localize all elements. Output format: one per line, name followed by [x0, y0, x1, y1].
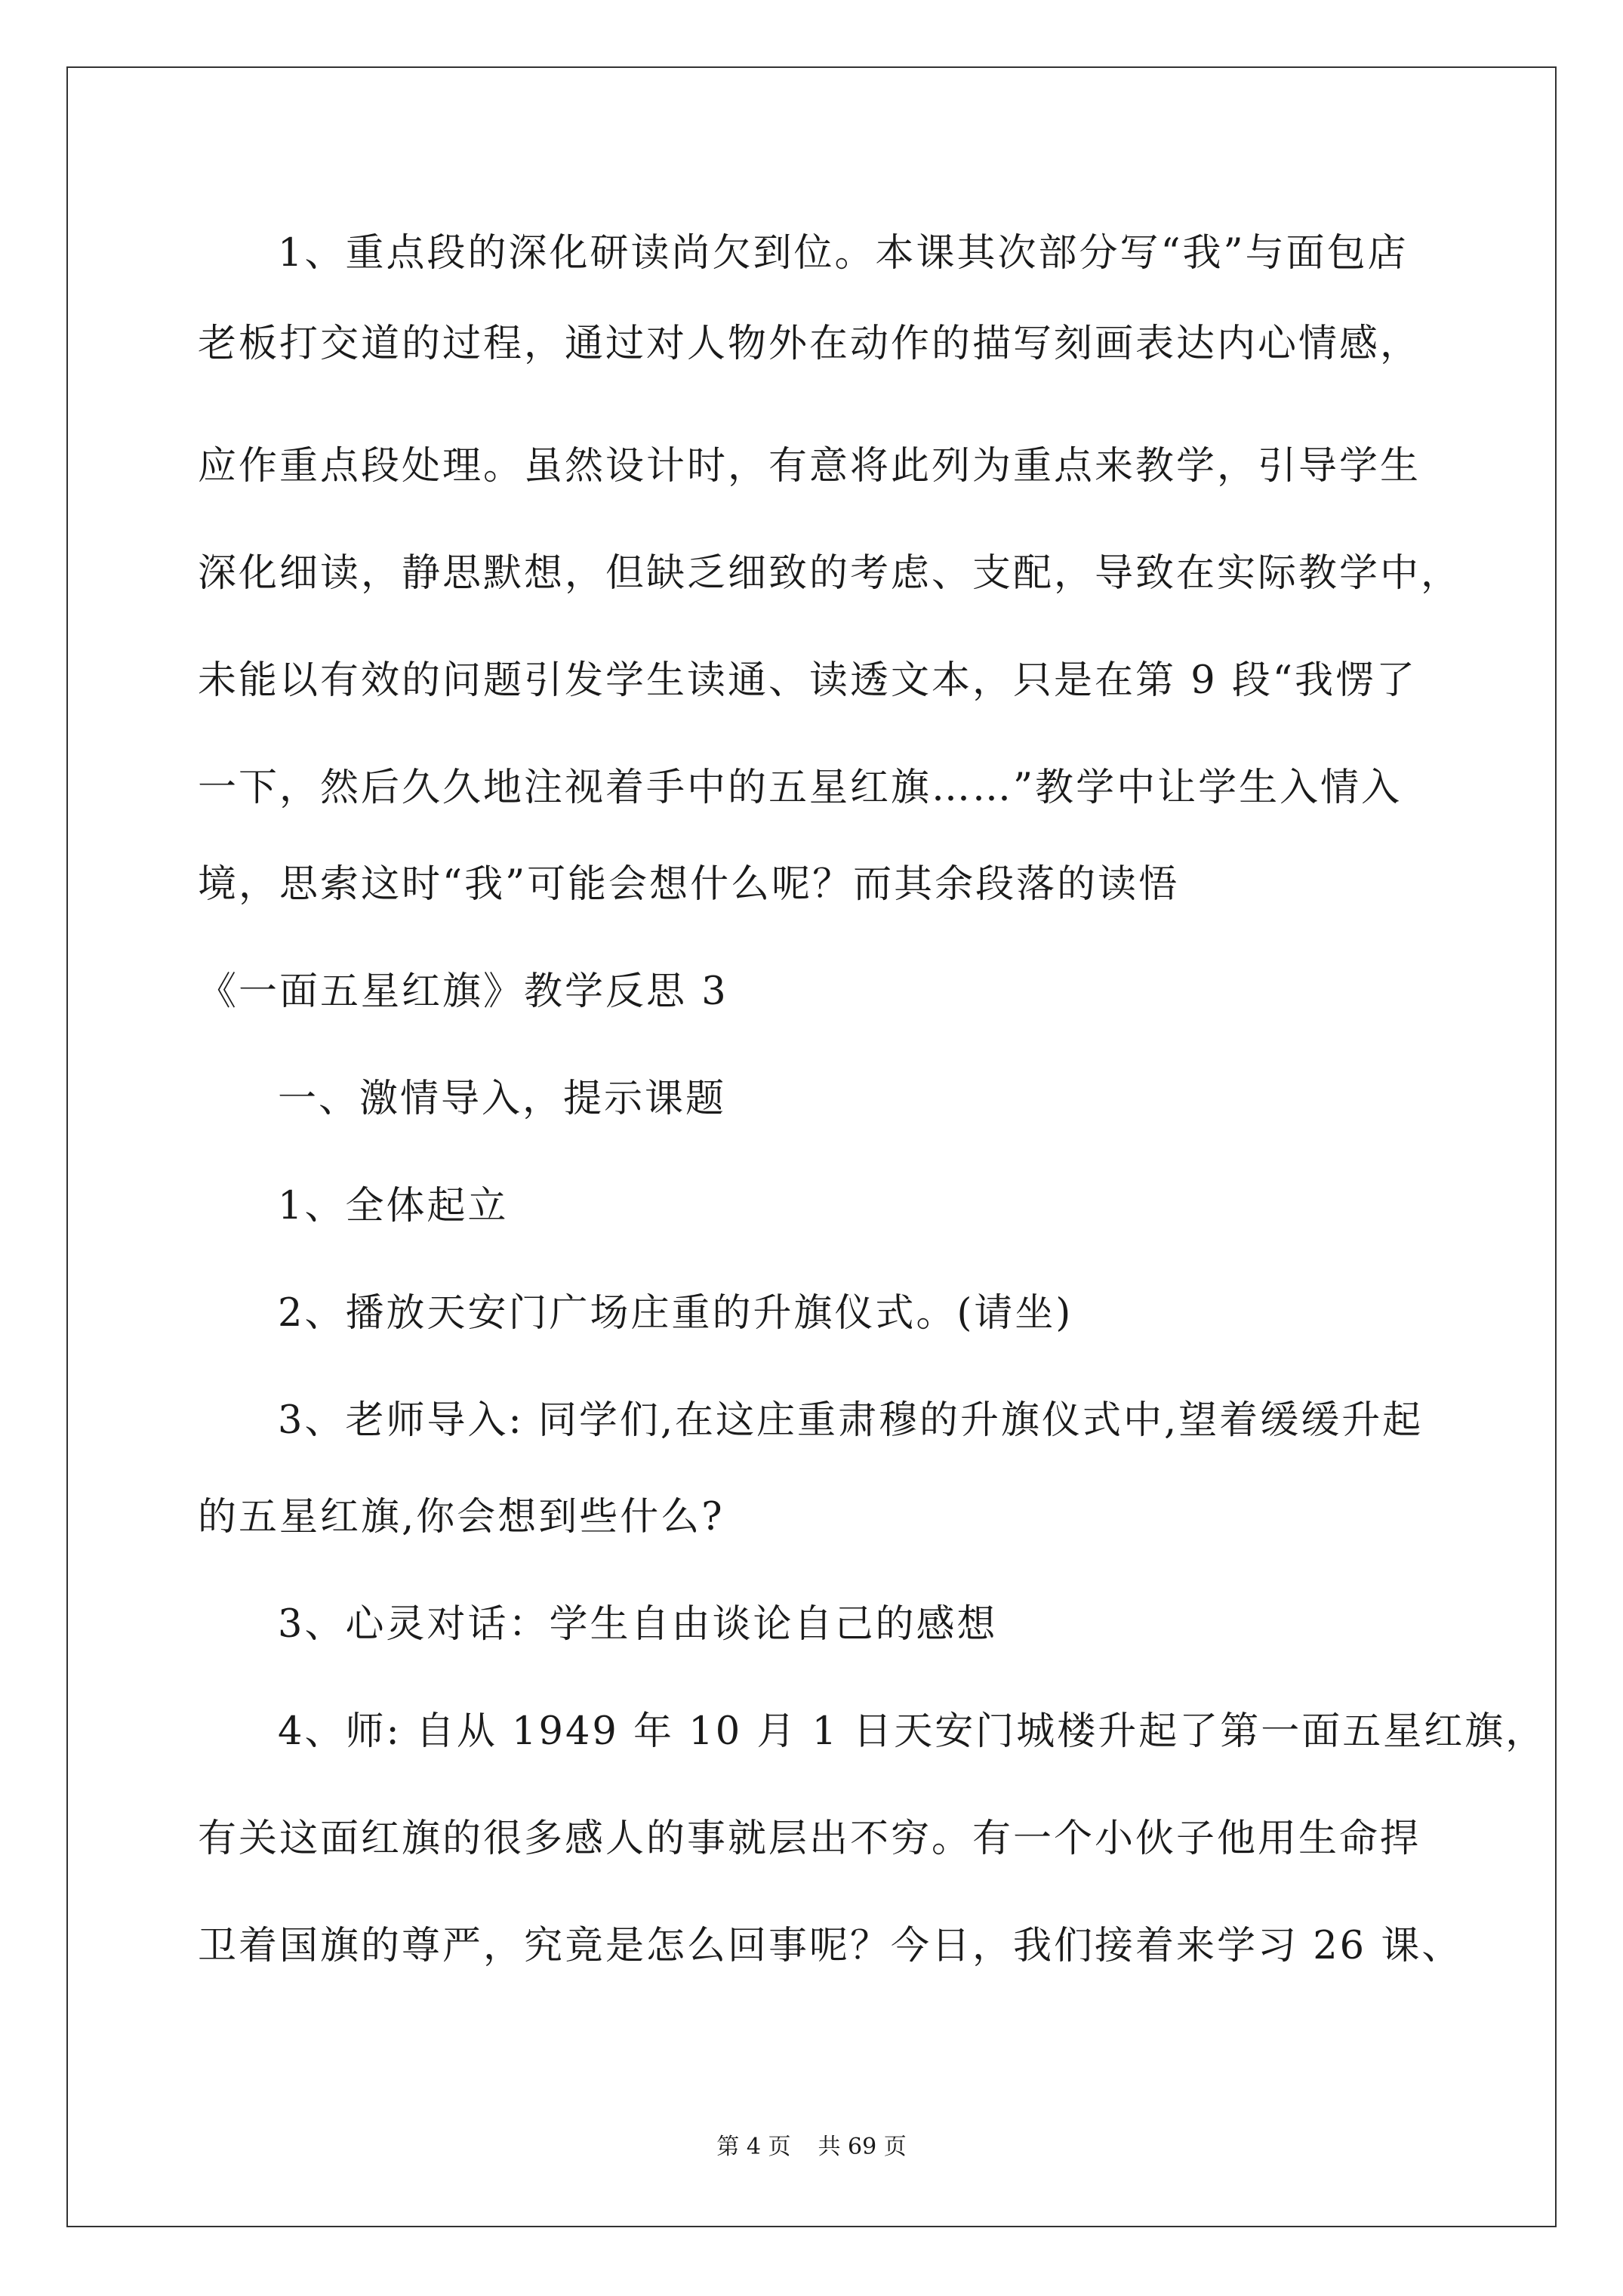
text-line: 4、师: 自从 1949 年 10 月 1 日天安门城楼升起了第一面五星红旗，	[278, 1709, 1547, 1754]
text-line: 一、激情导入，提示课题	[278, 1077, 727, 1121]
text-line: 1、重点段的深化研读尚欠到位。本课其次部分写“我”与面包店	[278, 231, 1409, 276]
text-line: 卫着国旗的尊严，究竟是怎么回事呢？今日，我们接着来学习 26 课、	[198, 1924, 1463, 1968]
page-footer	[0, 2134, 1623, 2161]
text-line: 1、全体起立	[278, 1184, 509, 1228]
page-total: 共 69 页	[818, 2134, 907, 2160]
section-heading: 《一面五星红旗》教学反思 3	[198, 969, 728, 1014]
text-line: 的五星红旗,你会想到些什么?	[198, 1495, 725, 1539]
text-line: 有关这面红旗的很多感人的事就层出不穷。有一个小伙子他用生命捍	[198, 1817, 1421, 1861]
text-line: 深化细读，静思默想，但缺乏细致的考虑、支配，导致在实际教学中，	[198, 551, 1462, 596]
page-number: 第 4 页	[716, 2134, 791, 2160]
text-line: 3、心灵对话：学生自由谈论自己的感想	[278, 1602, 998, 1647]
text-line: 老板打交道的过程，通过对人物外在动作的描写刻画表达内心情感，	[198, 322, 1421, 366]
text-line: 2、播放天安门广场庄重的升旗仪式。(请坐)	[278, 1291, 1073, 1336]
text-line: 应作重点段处理。虽然设计时，有意将此列为重点来教学，引导学生	[198, 444, 1421, 488]
page-border	[66, 66, 1557, 2227]
text-line: 3、老师导入: 同学们,在这庄重肃穆的升旗仪式中,望着缓缓升起	[278, 1398, 1424, 1443]
text-line: 一下，然后久久地注视着手中的五星红旗……”教学中让学生入情入	[198, 766, 1403, 810]
text-line: 未能以有效的问题引发学生读通、读透文本，只是在第 9 段“我愣了	[198, 658, 1417, 703]
text-line: 境，思索这时“我”可能会想什么呢？而其余段落的读悟	[198, 862, 1180, 907]
